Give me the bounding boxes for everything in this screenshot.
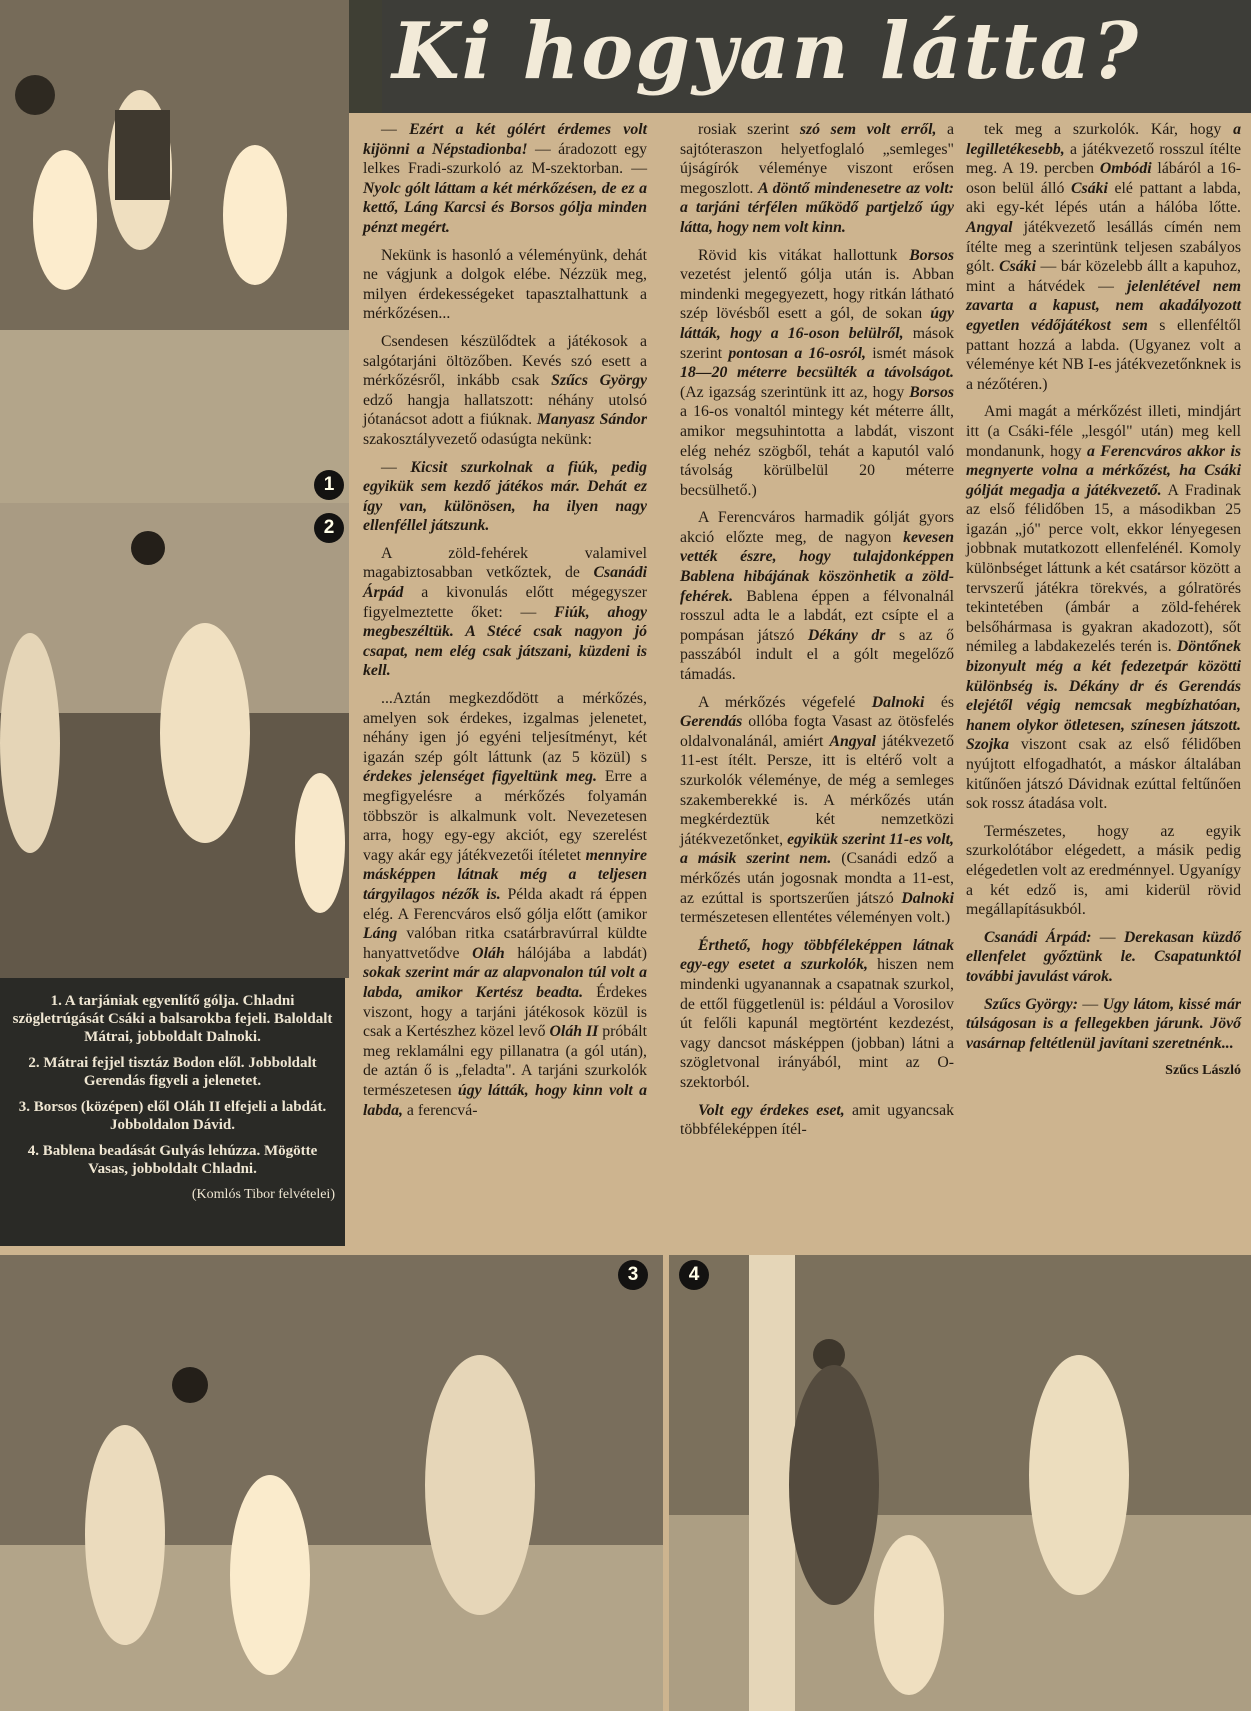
emphasis-run: A döntő mindenesetre az volt: a tarjáni térfélen működő partjelző úgy látta, hogy nem volt kinn. (680, 179, 955, 236)
photo-credit: (Komlós Tibor felvételei) (191, 1187, 335, 1202)
text-run: Rövid kis vitákat hallottunk (698, 246, 910, 264)
text-run: — bár közelebb állt a kapuhoz, mint a hátvédek — (966, 258, 1241, 295)
photo-4-scene (669, 1255, 1251, 1711)
text-run: (Az igazság szerintünk itt az, hogy (680, 383, 910, 401)
caption-1: 1. A tarjániak egyenlítő gólja. Chladni szögletrúgását Csáki a balsarokba fejeli. Baloldalt Mátrai, jobboldalt Dalnoki. (12, 993, 333, 1045)
article-paragraph (966, 822, 1241, 920)
text-run: ...Aztán megkezdődött a mérkőzés, amelyen sok érdekes, izgalmas jelenetet, néhány igen jó egyéni teljesítményt, két igazán szép gólt láttunk (az 5 közül) s (363, 690, 647, 766)
text-run: ismét mások (866, 344, 954, 362)
emphasis-run: Gerendás (680, 713, 743, 731)
text-run: és (924, 693, 954, 711)
text-run: edző hangja hallatszott: néhány utolsó jótanácsot adott a fiúknak. (363, 391, 647, 429)
text-run: — (381, 458, 411, 476)
emphasis-run: Angyal (829, 732, 876, 750)
emphasis-run: Csanádi Árpád (363, 564, 647, 602)
article-paragraph (363, 458, 647, 536)
emphasis-run: Kicsit szurkolnak a fiúk, pedig egyikük sem kezdő játékos már. Dehát ez így van, különösen, ha ilyen nagy ellenféllel játszunk. (363, 458, 648, 535)
emphasis-run: jelenlétével nem zavarta a kapust, nem akadályozott egyetlen védőjátékost sem (966, 277, 1241, 334)
text-run: vezetést jelentő gólja után is. Abban mindenki megegyezett, hogy ritkán látható szép lövésből esett a gól, de sokan (680, 266, 954, 323)
text-run: Bablena éppen a félvonalnál rosszul adta le a labdát, ezt csípte el a pompásan játszó (680, 587, 954, 644)
text-run: ollóba fogta Vasast az ötösfelés oldalvonalánál, amiért (680, 713, 954, 750)
article-paragraph (680, 508, 954, 684)
text-run: viszont csak az első félidőben nyújtott elfogadhatót, a máskor általában kitűnően játszó Dávidnak ezúttal feltűnően sok rossz átadása volt. (966, 736, 1241, 813)
emphasis-run: Fiúk, ahogy megbeszéltük. A Stécé csak nagyon jó csapat, nem elég csak játszani, küzdeni is kell. (363, 603, 648, 680)
emphasis-run: úgy látták, hogy kinn volt a labda, (363, 1081, 647, 1119)
emphasis-run: kevesen vették észre, hogy tulajdonképpen Bablena hibájának köszönhetik a zöld-fehérek. (680, 528, 954, 605)
emphasis-run: Csáki (999, 258, 1036, 276)
emphasis-run: Dalnoki (871, 693, 925, 711)
emphasis-run: Borsos (909, 383, 954, 401)
photo-4 (669, 1255, 1251, 1711)
emphasis-run: Ugy látom, kissé már túlságosan is a fellegekben járunk. Jövő vasárnap feltétlenül javítani szeretnénk... (966, 995, 1241, 1052)
text-run: játékvezető lesállás címén nem ítélte meg a szerintünk teljesen szabályos gólt. (966, 218, 1241, 276)
article-paragraph (680, 693, 954, 928)
photo-4-number: 4 (679, 1260, 709, 1290)
emphasis-run: Ezért a két gólért érdemes volt kijönni a Népstadionba! (363, 121, 647, 158)
article-title: Ki hogyan látta? (392, 6, 1141, 97)
text-run: a kivonulás előtt mégegyszer figyelmeztette őket: — (363, 584, 647, 621)
text-run: A Ferencváros harmadik gólját gyors akció előzte meg, de nagyon (680, 509, 954, 546)
article-paragraph (680, 120, 954, 238)
emphasis-run: Derekasan küzdő ellenfelet győztünk le. Csapatunktól további javulást várok. (966, 928, 1241, 985)
article-paragraph (966, 928, 1241, 987)
text-run: a sajtóteraszon helyetfoglaló „semleges" újságírók véleménye viszont erősen megoszlott. (680, 121, 954, 197)
text-run: — (1091, 928, 1124, 946)
emphasis-run: Nyolc gólt láttam a két mérkőzésen, de ez a kettő, Láng Karcsi és Borsos gólja minden pénzt megért. (363, 179, 647, 236)
text-run: Érdekes viszont, hogy a tarjáni játékosok közül is csak a Kertészhez közel levő (363, 983, 647, 1041)
emphasis-run: érdekes jelenséget figyeltünk meg. (363, 768, 597, 786)
text-run: — (1077, 995, 1103, 1013)
article-column-2 (680, 120, 954, 1148)
photo-1-scene (0, 0, 349, 503)
text-run: Ami magát a mérkőzést illeti, mindjárt itt (a Csáki-féle „lesgól" után) meg kell mondanunk, hogy (966, 403, 1241, 460)
text-run: elé pattant a labda, aki egy-két lépés után a hálóba lőtte. (966, 179, 1241, 217)
photo-1 (0, 0, 349, 503)
text-run: hálójába a labdát) (504, 944, 648, 962)
text-run: s ellenféltől pattant hozzá a labda. (Ugyanez volt a véleménye két NB I-es játékvezetőnknek is a nézőtéren.) (966, 316, 1241, 393)
text-run: Példa akadt rá éppen elég. A Ferencváros első gólja előtt (amikor (363, 885, 648, 923)
emphasis-run: Szűcs György: (984, 995, 1078, 1013)
text-run: rosiak szerint (698, 121, 800, 138)
text-run: a ferencvá- (402, 1101, 478, 1119)
photo-3 (0, 1255, 663, 1711)
text-run: szakosztályvezető odasúgta nekünk: (363, 430, 592, 448)
emphasis-run: Érthető, hogy többféleképpen látnak egy-egy esetet a szurkolók, (680, 936, 954, 974)
emphasis-run: Láng (363, 925, 398, 943)
emphasis-run: Döntőnek bizonyult még a két fedezetpár közötti különbség is. Dékány dr és Gerendás elejétől végig nemcsak megbízhatóan, hanem olykor ötletesen, színesen játszott. (966, 638, 1241, 734)
emphasis-run: úgy látták, hogy a 16-oson belülről, (680, 305, 954, 342)
caption-3: 3. Borsos (középen) elől Oláh II elfejeli a labdát. Jobboldalon Dávid. (18, 1099, 327, 1133)
text-run: — (381, 121, 410, 138)
emphasis-run: Csanádi Árpád: (984, 928, 1092, 946)
emphasis-run: mennyire másképpen látnak még a teljesen tárgyilagos nézők is. (363, 846, 647, 903)
photo-1-number: 1 (314, 470, 344, 500)
article-paragraph (680, 1101, 954, 1140)
text-run: (Csanádi edző a mérkőzés után jogosnak mondta a 11-est, az ezúttal is sportszerűen játszó (680, 850, 954, 907)
text-run: természetesen ellentétes véleményen volt.) (680, 909, 951, 927)
emphasis-run: Volt egy érdekes eset, (698, 1101, 845, 1119)
emphasis-run: Oláh (472, 944, 505, 962)
text-run: s az ő passzából indult el a gólt megelőző támadás. (680, 626, 955, 684)
caption-2: 2. Mátrai fejjel tisztáz Bodon elől. Jobboldalt Gerendás figyeli a jelenetet. (28, 1055, 317, 1089)
text-run: — áradozott egy lelkes Fradi-szurkoló az M-szektorban. — (363, 140, 647, 178)
article-paragraph (363, 120, 647, 238)
emphasis-run: Borsos (909, 246, 954, 264)
caption-4: 4. Bablena beadását Gulyás lehúzza. Mögötte Vasas, jobboldalt Chladni. (27, 1143, 318, 1177)
text-run: Nekünk is hasonló a véleményünk, dehát ne vágjunk a dolgok elébe. Nézzük meg, milyen érdekességeket tapasztalhattunk a mérkőzésen... (363, 246, 647, 323)
text-run: a játékvezető rosszul ítélte meg. A 19. percben (966, 140, 1241, 178)
text-run: mások szerint (680, 324, 954, 362)
text-run: a 16-os vonaltól mintegy két méterre állt, amikor megsuhintotta a labdát, viszont elég nehéz szögből, tehát a kaputól való távolság körülbelül 20 méterre becsülhető.) (680, 403, 954, 499)
emphasis-run: egyikük szerint 11-es volt, a másik szerint nem. (680, 830, 954, 868)
emphasis-run: Oláh II (549, 1023, 599, 1041)
emphasis-run: sokak szerint már az alapvonalon túl volt a labda, amikor Kertész beadta. (363, 964, 647, 1001)
text-run: hiszen nem mindenki ugyanannak a csapatnak szurkol, de ettől függetlenül is: például a Vorosilov út felőli kapunál megtörtént kezdezést, vagy dancsot másképpen (jobban) látni a szögletvonal irányából, mint az O-szektorból. (680, 956, 955, 1091)
text-run: A Fradinak az első félidőben 15, a másodikban 25 igazán „jó" perce volt, ekkor lényegesen jobbnak mutatkozott ellenfelénél. Komoly különbséget láttunk a két csatársor között a tervszerű játékra törekvés, a gólratörés tekintetében (ámbár a zöld-fehérek belsőhármasa is gyakran akadozott), sőt némileg a labdakezelés terén is. (966, 481, 1241, 656)
article-paragraph (966, 120, 1241, 394)
emphasis-run: Dalnoki (901, 889, 954, 907)
title-side-band (349, 0, 382, 113)
text-run: lábáról a 16-oson belül álló (966, 160, 1241, 197)
article-paragraph (680, 936, 954, 1093)
author-signature: Szűcs László (1165, 1063, 1241, 1079)
article-paragraph (966, 402, 1241, 813)
emphasis-run: pontosan a 16-osról, (728, 344, 866, 362)
emphasis-run: Dékány dr (807, 626, 886, 644)
text-run: Csendesen készülődtek a játékosok a salgótarjáni öltözőben. Kevés szó esett a mérkőzésről, inkább csak (363, 332, 647, 390)
text-run: Természetes, hogy az egyik szurkolótábor elégedett, a másik pedig elégedetlen volt az eredménnyel. Ugyanígy a két edző is, ami kiderül rövid megállapításukból. (966, 822, 1241, 919)
text-run: tek meg a szurkolók. Kár, hogy (984, 121, 1234, 138)
text-run: A zöld-fehérek valamivel magabiztosabban vetkőztek, de (363, 544, 647, 582)
photo-3-scene (0, 1255, 663, 1711)
article-paragraph (363, 689, 647, 1120)
photo-captions (0, 978, 345, 1246)
emphasis-run: Angyal (966, 218, 1013, 236)
text-run: valóban ritka csatárbravúrral küldte hanyattvetődve (363, 925, 647, 962)
text-run: amit ugyancsak többféleképpen ítél- (680, 1101, 954, 1139)
emphasis-run: Manyasz Sándor (536, 411, 647, 429)
article-paragraph (363, 246, 647, 324)
photo-2-scene (0, 503, 349, 978)
photo-2-number: 2 (314, 513, 344, 543)
emphasis-run: szó sem volt erről, (799, 121, 937, 138)
article-paragraph (363, 332, 647, 450)
emphasis-run: Szűcs György (551, 372, 648, 390)
text-run: Erre a megfigyelésre a mérkőzés folyamán többször is alkalmunk volt. Nevezetesen arra, hogy egy-egy akciót, egy szerelést vagy akár egy játékvezetői ítéletet (363, 768, 647, 864)
article-paragraph (680, 246, 954, 501)
text-run: A mérkőzés végefelé (698, 693, 872, 711)
emphasis-run: a Ferencváros akkor is megnyerte volna a mérkőzést, ha Csáki gólját megadja a játékvezető. (966, 442, 1241, 499)
article-paragraph (363, 544, 647, 681)
emphasis-run: Csáki (1071, 179, 1108, 197)
article-column-3 (966, 120, 1241, 1089)
article-paragraph (966, 995, 1241, 1054)
emphasis-run: Szojka (966, 736, 1010, 754)
text-run: játékvezető 11-est ítélt. Persze, itt is eltérő volt a szurkolók véleménye, de még a semleges szakemberekké is. A mérkőzés után megkérdeztük két nemzetközi játékvezetőnket, (680, 732, 954, 848)
photo-2 (0, 503, 349, 978)
emphasis-run: Ombódi (1099, 160, 1152, 178)
photo-3-number: 3 (618, 1260, 648, 1290)
article-column-1 (363, 120, 647, 1128)
emphasis-run: 18—20 méterre becsülték a távolságot. (680, 364, 954, 382)
text-run: próbált meg reklamálni egy pillanatra (a gól után), de aztán ő is „feladta". A tarjáni szurkolók természetesen (363, 1023, 647, 1099)
emphasis-run: a legilletékesebb, (966, 121, 1241, 158)
